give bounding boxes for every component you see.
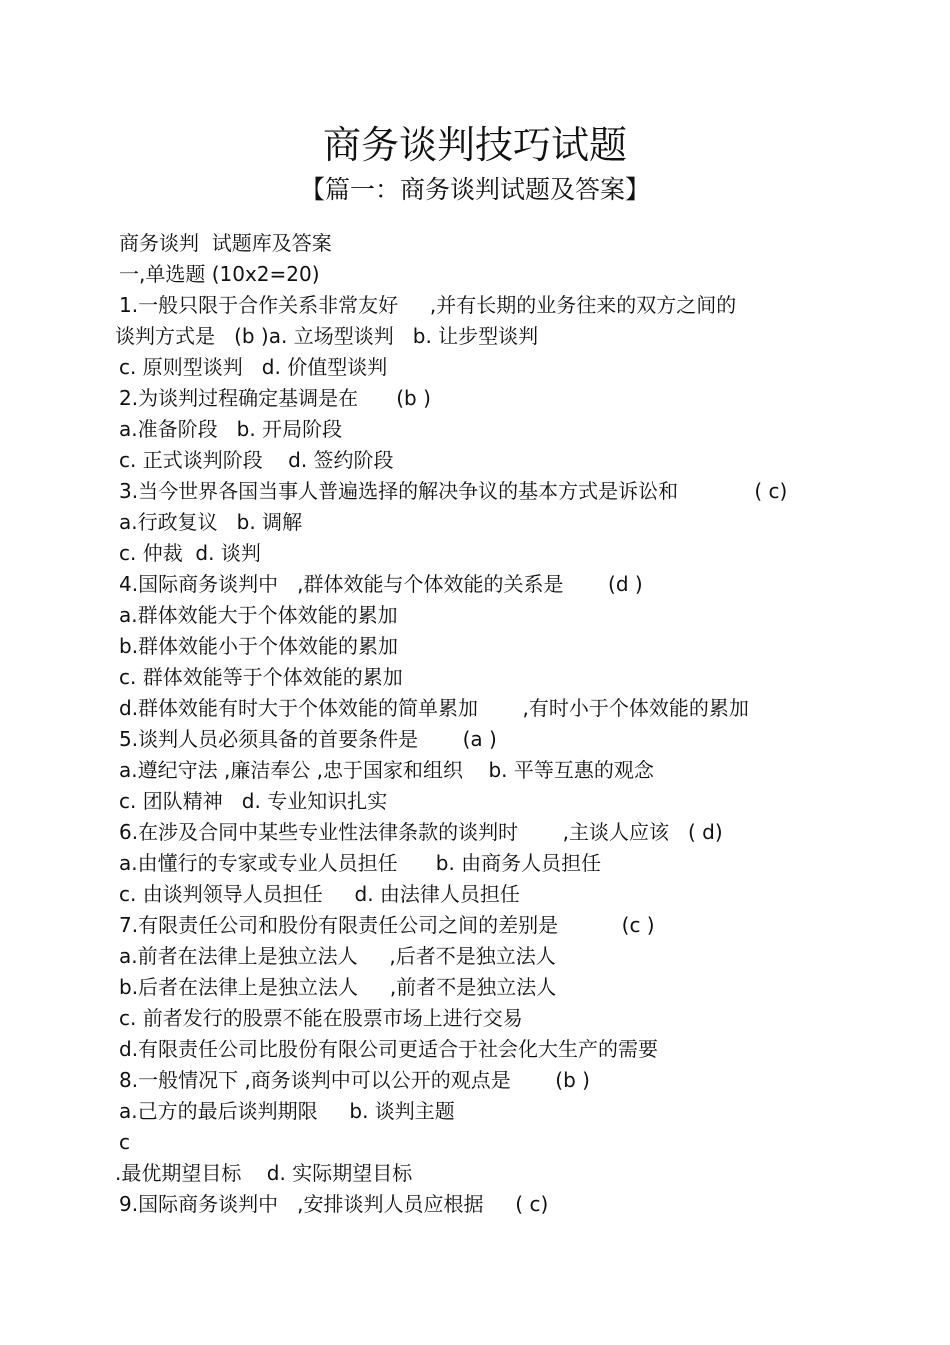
text-line: c. 仲裁 d. 谈判 [119,541,261,565]
text-line: 8.一般情况下 ,商务谈判中可以公开的观点是 (b ) [119,1068,590,1092]
text-line: c. 正式谈判阶段 d. 签约阶段 [119,448,394,472]
text-line: a.准备阶段 b. 开局阶段 [119,417,343,441]
text-line: c. 由谈判领导人员担任 d. 由法律人员担任 [119,882,520,906]
document-subtitle: 【篇一：商务谈判试题及答案】 [299,175,650,204]
text-line: c [119,1130,130,1154]
text-line: a.遵纪守法 ,廉洁奉公 ,忠于国家和组织 b. 平等互惠的观念 [119,758,654,782]
text-line: 7.有限责任公司和股份有限责任公司之间的差别是 (c ) [119,913,655,937]
text-line: d.群体效能有时大于个体效能的简单累加 ,有时小于个体效能的累加 [119,696,749,720]
text-line: 商务谈判 试题库及答案 [119,231,332,255]
text-line: 5.谈判人员必须具备的首要条件是 (a ) [119,727,497,751]
text-line: a.己方的最后谈判期限 b. 谈判主题 [119,1099,455,1123]
text-line: b.群体效能小于个体效能的累加 [119,634,399,658]
text-line: 谈判方式是 (b )a. 立场型谈判 b. 让步型谈判 [115,324,539,348]
document-title: 商务谈判技巧试题 [322,123,627,167]
text-line: 9.国际商务谈判中 ,安排谈判人员应根据 ( c) [119,1192,549,1216]
text-line: d.有限责任公司比股份有限公司更适合于社会化大生产的需要 [119,1037,659,1061]
text-line: b.后者在法律上是独立法人 ,前者不是独立法人 [119,975,557,999]
text-line: c. 团队精神 d. 专业知识扎实 [119,789,388,813]
text-line: c. 前者发行的股票不能在股票市场上进行交易 [119,1006,523,1030]
text-line: c. 原则型谈判 d. 价值型谈判 [119,355,388,379]
text-line: 6.在涉及合同中某些专业性法律条款的谈判时 ,主谈人应该 ( d) [119,820,723,844]
text-line: a.行政复议 b. 调解 [119,510,303,534]
text-line: 1.一般只限于合作关系非常友好 ,并有长期的业务往来的双方之间的 [119,293,737,317]
text-line: a.前者在法律上是独立法人 ,后者不是独立法人 [119,944,556,968]
text-line: .最优期望目标 d. 实际期望目标 [115,1161,413,1185]
text-line: a.由懂行的专家或专业人员担任 b. 由商务人员担任 [119,851,602,875]
text-line: 2.为谈判过程确定基调是在 (b ) [119,386,431,410]
text-line: 一,单选题 (10x2=20) [119,262,320,286]
text-line: 4.国际商务谈判中 ,群体效能与个体效能的关系是 (d ) [119,572,643,596]
text-line: a.群体效能大于个体效能的累加 [119,603,398,627]
text-line: 3.当今世界各国当事人普遍选择的解决争议的基本方式是诉讼和 ( c) [119,479,788,503]
text-line: c. 群体效能等于个体效能的累加 [119,665,403,689]
